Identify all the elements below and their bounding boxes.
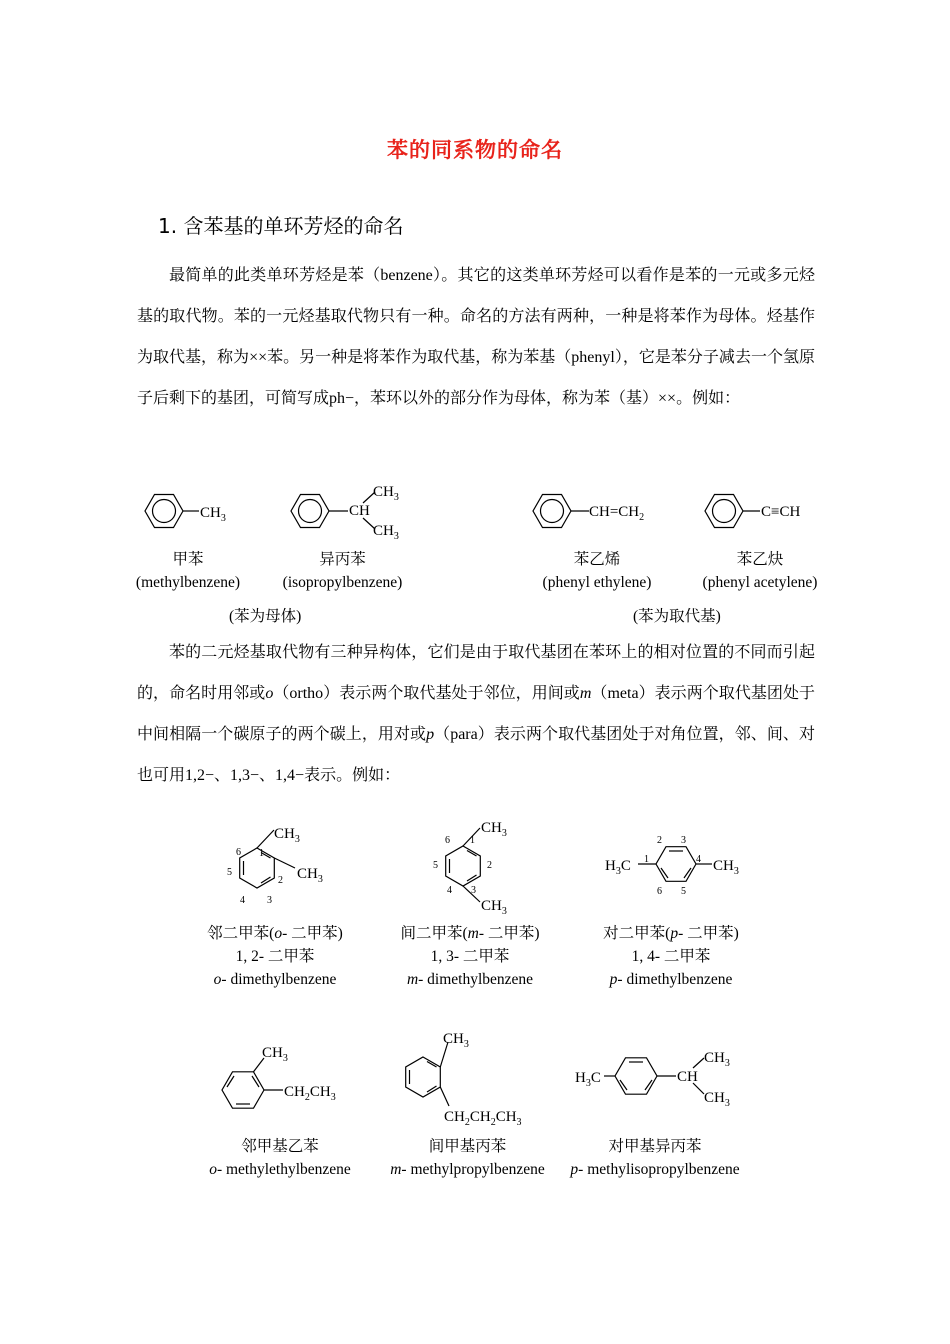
propyl-label: $CH_2CH_2CH_3$ (444, 1109, 522, 1128)
benzene-substituent-note: (苯为取代基) (633, 608, 721, 625)
position-number: 5 (433, 860, 438, 871)
toluene-caption: 甲苯 (methylbenzene) (135, 551, 241, 591)
m-methylpropylbenzene-caption: 间甲基丙苯 m- methylpropylbenzene (390, 1138, 545, 1178)
position-number: 2 (657, 835, 662, 846)
position-number: 2 (278, 875, 283, 886)
position-number: 6 (657, 886, 662, 897)
position-number: 4 (240, 895, 245, 906)
methyl-label: $CH_3$ (262, 1045, 288, 1064)
o-xylene-caption: 邻二甲苯(o- 二甲苯) 1, 2- 二甲苯 o- dimethylbenzene (207, 925, 343, 988)
m-xylene-caption: 间二甲苯(m- 二甲苯) 1, 3- 二甲苯 m- dimethylbenzene (400, 925, 540, 988)
alkyne-label: C≡CH (761, 504, 801, 520)
position-number: 5 (227, 867, 232, 878)
ch-label: CH (677, 1069, 698, 1085)
methyl-label: $CH_3$ (200, 505, 226, 524)
position-number: 4 (447, 885, 452, 896)
vinyl-label: $CH=CH_2$ (589, 504, 645, 523)
methyl-label: $CH_3$ (274, 826, 300, 845)
cumene-caption: 异丙苯 (isopropylbenzene) (282, 551, 403, 591)
phenylacetylene-caption: 苯乙炔 (phenyl acetylene) (702, 551, 818, 591)
methyl-label: $CH_3$ (481, 820, 507, 839)
p-methylisopropylbenzene-caption: 对甲基异丙苯 p- methylisopropylbenzene (570, 1138, 740, 1178)
methyl-label: $CH_3$ (481, 898, 507, 917)
benzene-ring (222, 1072, 264, 1108)
position-number: 5 (681, 886, 686, 897)
position-number: 1 (470, 835, 475, 846)
methyl-label: $H_3C$ (575, 1070, 601, 1089)
position-number: 3 (471, 885, 476, 896)
methyl-label: $CH_3$ (713, 858, 739, 877)
methyl-label: $CH_3$ (443, 1031, 469, 1050)
ethyl-label: $CH_2CH_3$ (284, 1084, 336, 1103)
methyl-label: $CH_3$ (373, 523, 399, 542)
benzene-parent-note: (苯为母体) (229, 608, 302, 625)
position-number: 3 (267, 895, 272, 906)
page-title: 苯的同系物的命名 (387, 138, 563, 162)
styrene-caption: 苯乙烯 (phenyl ethylene) (542, 551, 652, 591)
intro-text: 最简单的此类单环芳烃是苯（benzene）。其它的这类单环芳烃可以看作是苯的一元或多元烃基的取代物。苯的一元烃基取代物只有一种。命名的方法有两种，一种是将苯作为母体。烃基作为取代基，称为××苯。另一种是将苯作为取代基，称为苯基（phenyl），它是苯分子减去一个氢原子后剩下的基团，可简写成ph−，苯环以外的部分作为母体，称为苯（基）××。例如： (137, 267, 815, 407)
ch-label: CH (349, 503, 370, 519)
position-number: 6 (236, 847, 241, 858)
o-methylethylbenzene-caption: 邻甲基乙苯 o- methylethylbenzene (209, 1138, 351, 1178)
isomer-text: 苯的二元烃基取代物有三种异构体，它们是由于取代基团在苯环上的相对位置的不同而引起的，命名时用邻或o（ortho）表示两个取代基处于邻位，用间或m（meta）表示两个取代基团处于中间相隔一个碳原子的两个碳上，用对或p（para）表示两个取代基团处于对角位置，邻、间、对也可用1,2−、1,3−、1,4−表示。例如： (137, 644, 815, 784)
benzene-ring (406, 1057, 441, 1097)
position-number: 1 (644, 854, 649, 865)
position-number: 6 (445, 835, 450, 846)
methyl-label: $CH_3$ (704, 1090, 730, 1109)
section-heading: 1. 含苯基的单环芳烃的命名 (158, 214, 404, 238)
position-number: 3 (681, 835, 686, 846)
position-number: 2 (487, 860, 492, 871)
position-number: 1 (259, 848, 264, 859)
methyl-label: $H_3C$ (605, 858, 631, 877)
methyl-label: $CH_3$ (704, 1050, 730, 1069)
methyl-label: $CH_3$ (373, 484, 399, 503)
position-number: 4 (696, 854, 701, 865)
p-xylene-caption: 对二甲苯(p- 二甲苯) 1, 4- 二甲苯 p- dimethylbenzene (603, 925, 739, 988)
methyl-label: $CH_3$ (297, 866, 323, 885)
benzene-ring (615, 1058, 657, 1094)
